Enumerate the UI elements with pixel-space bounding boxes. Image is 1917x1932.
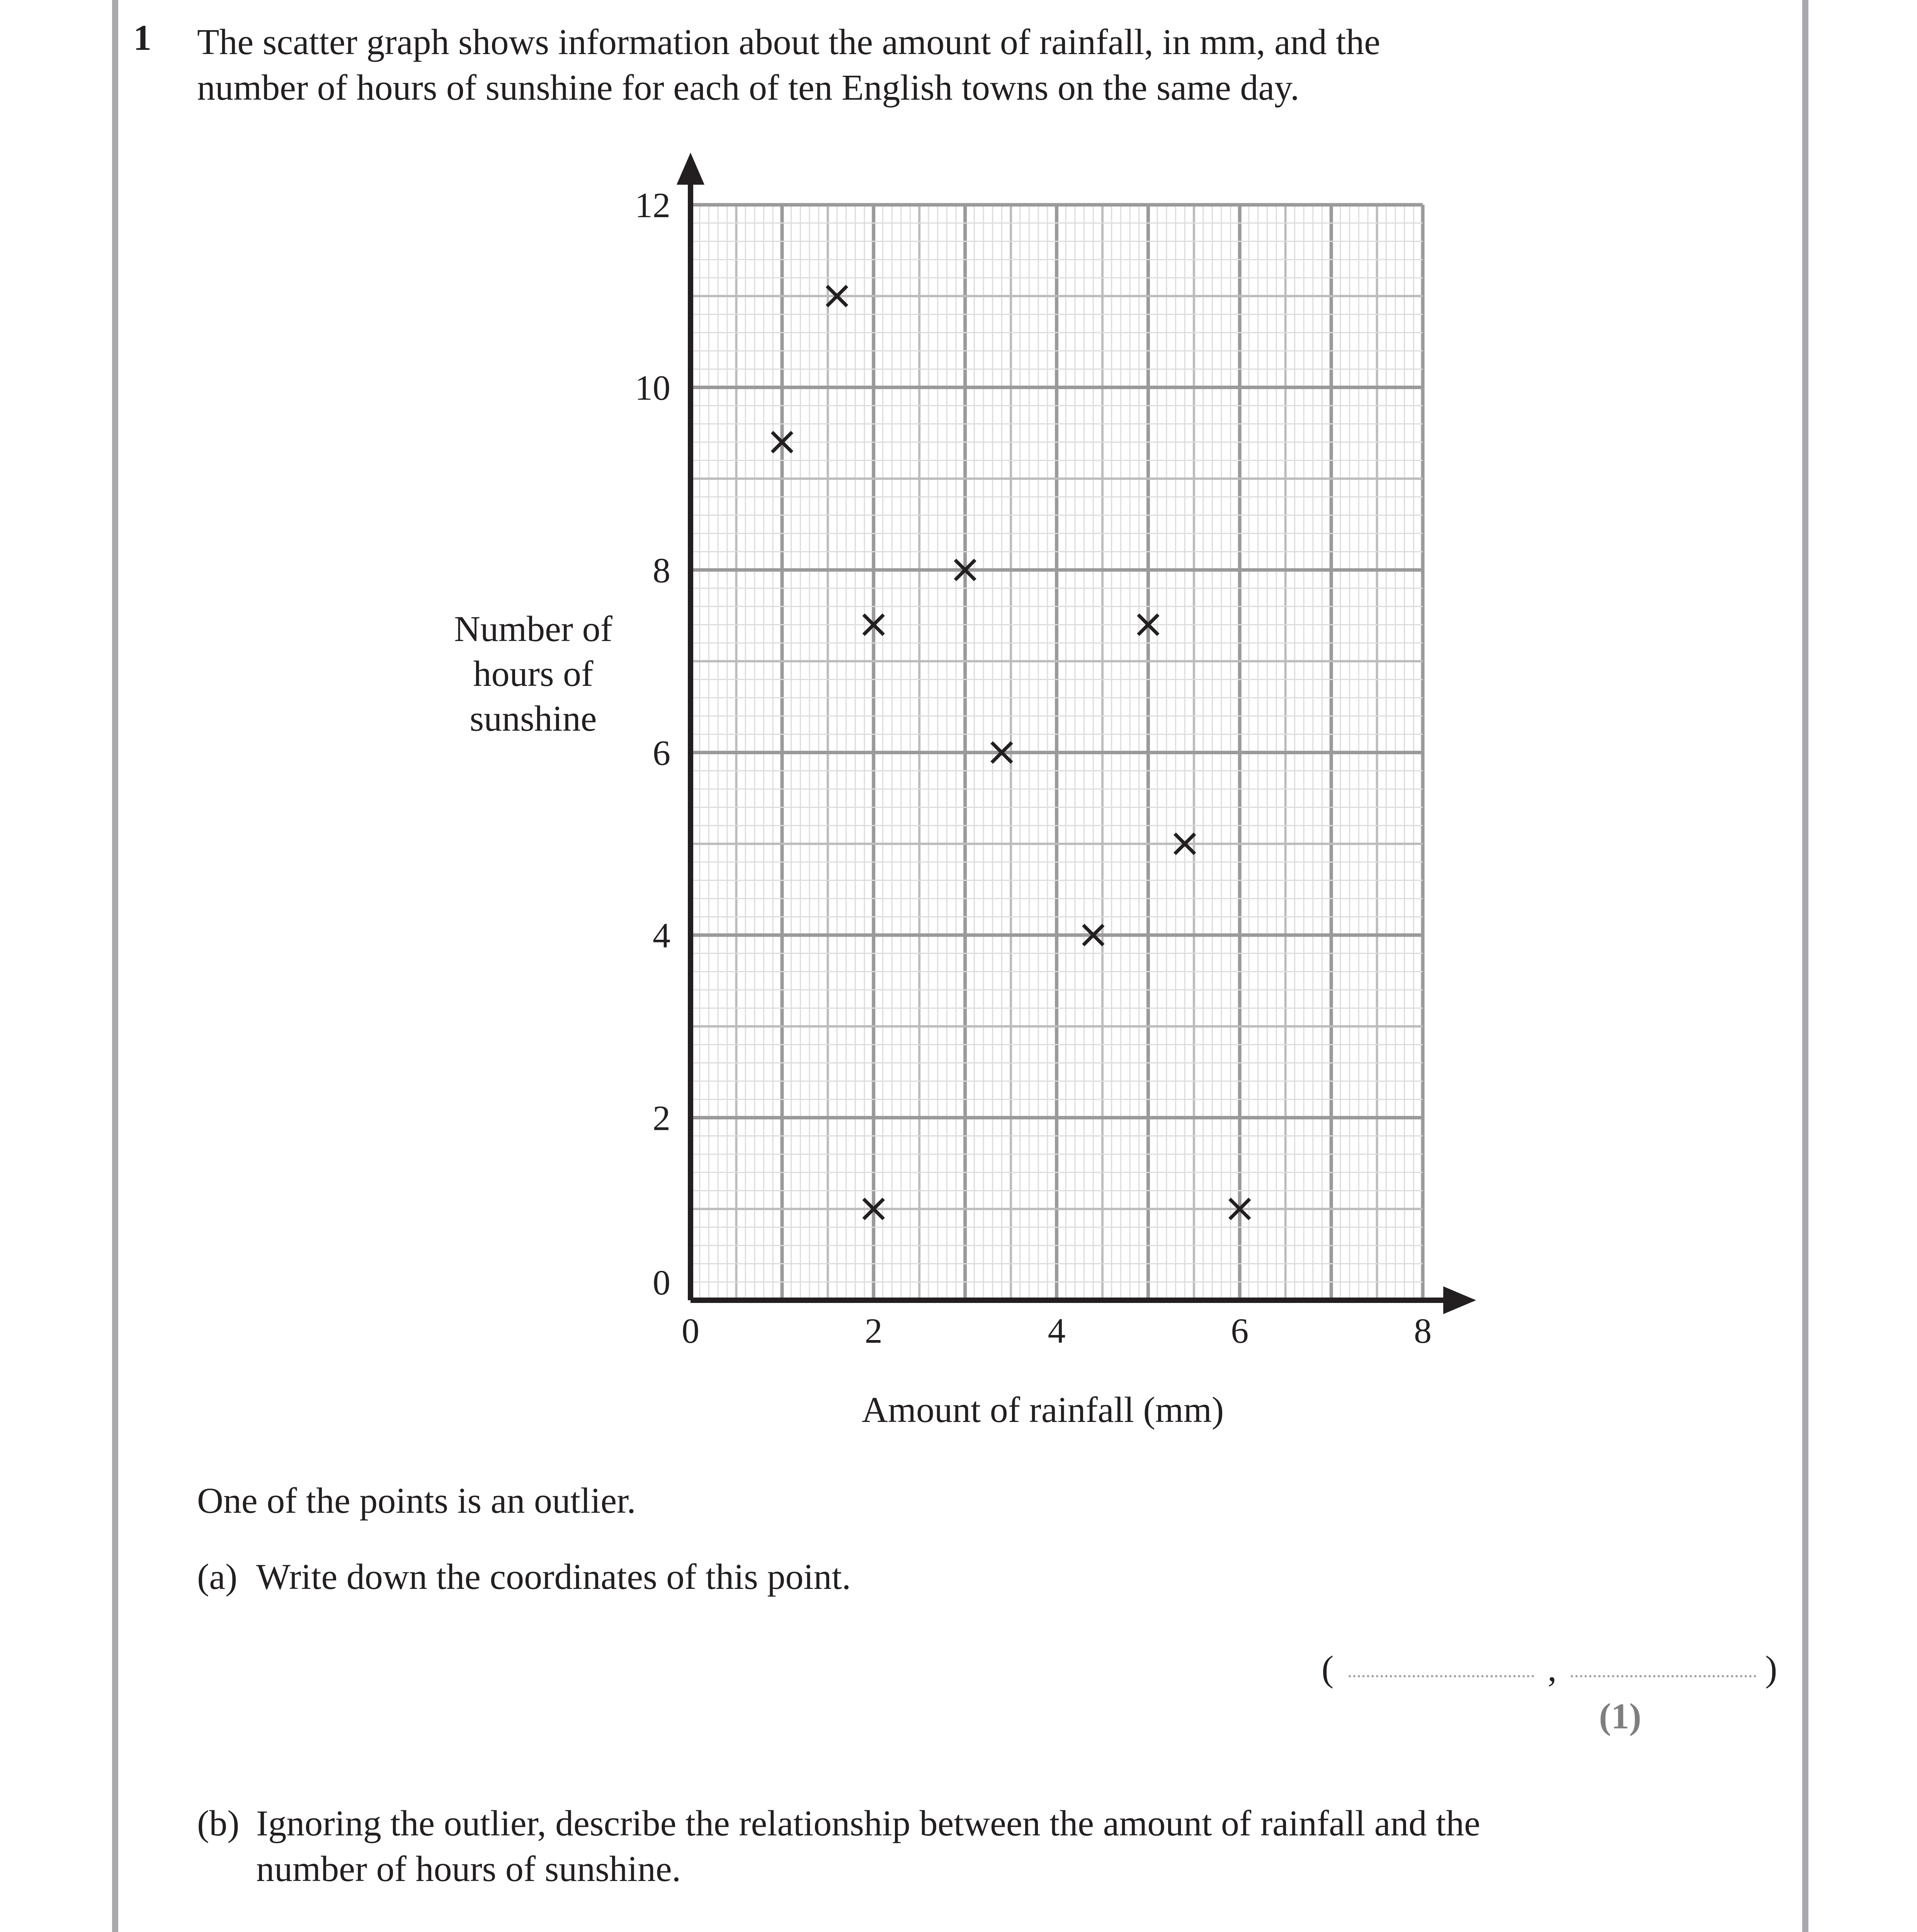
part-a-comma: , — [1548, 1649, 1557, 1689]
part-a-close-paren: ) — [1765, 1649, 1778, 1689]
x-tick-label: 6 — [1231, 1311, 1249, 1350]
part-b-text-line-1: Ignoring the outlier, describe the relationship between the amount of rainfall and the — [256, 1803, 1480, 1844]
y-tick-label: 10 — [635, 368, 670, 408]
part-a-x-answer-line[interactable] — [1349, 1675, 1534, 1677]
x-axis-label: Amount of rainfall (mm) — [862, 1390, 1224, 1430]
x-axis-arrowhead — [1443, 1286, 1476, 1314]
part-b-label: (b) — [197, 1803, 240, 1844]
question-number: 1 — [133, 18, 151, 58]
part-a-label: (a) — [197, 1557, 238, 1597]
y-tick-label: 6 — [653, 733, 670, 773]
part-a-marks: (1) — [1599, 1696, 1641, 1736]
part-a-open-paren: ( — [1322, 1649, 1334, 1689]
question-intro-line-1: The scatter graph shows information about the amount of rainfall, in mm, and the — [197, 22, 1381, 62]
x-tick-label: 2 — [864, 1311, 883, 1350]
part-b-text-line-2: number of hours of sunshine. — [256, 1849, 681, 1889]
x-tick-label: 8 — [1414, 1311, 1432, 1350]
part-a-text: Write down the coordinates of this point. — [256, 1557, 851, 1597]
x-tick-label: 4 — [1048, 1311, 1066, 1350]
y-tick-label: 2 — [653, 1098, 670, 1138]
y-tick-label: 12 — [635, 185, 670, 225]
question-intro-line-2: number of hours of sunshine for each of ten English towns on the same day. — [197, 68, 1300, 108]
y-tick-label: 4 — [653, 916, 670, 955]
part-a-y-answer-line[interactable] — [1571, 1675, 1756, 1677]
outlier-statement: One of the points is an outlier. — [197, 1481, 636, 1521]
x-tick-label: 0 — [682, 1311, 699, 1350]
y-axis-arrowhead — [677, 153, 704, 185]
y-tick-label: 8 — [653, 551, 670, 590]
y-tick-label: 0 — [653, 1263, 670, 1302]
y-axis-label: Number of hours of sunshine — [454, 609, 612, 739]
